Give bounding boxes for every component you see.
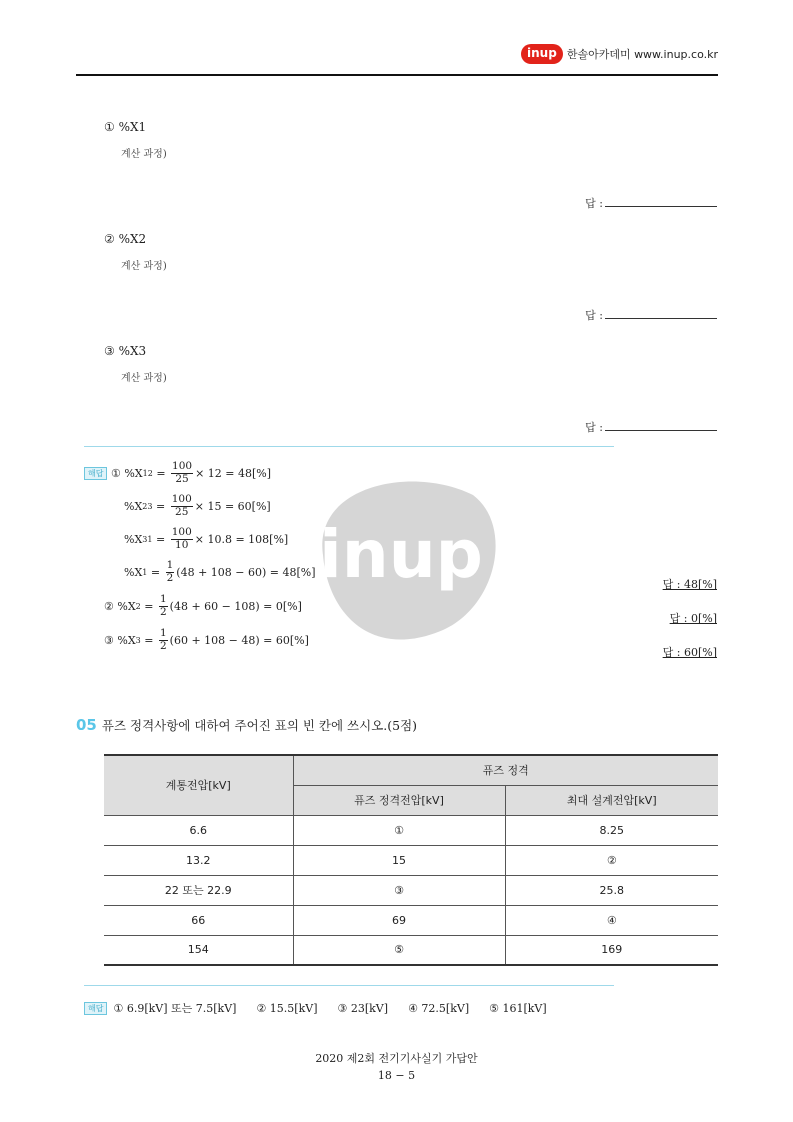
answer-item: ③ 23[kV] [337, 1001, 389, 1015]
brand-text: 한솔아카데미 www.inup.co.kr [566, 48, 718, 61]
divider [84, 985, 614, 986]
table-cell: 22 또는 22.9 [104, 875, 293, 905]
denominator: 2 [159, 639, 167, 652]
table-row [104, 845, 718, 875]
table-row [104, 935, 718, 965]
solution-badge: 해답 [84, 467, 107, 480]
solution-line-x31: %X 31 = $\frac{100}{10}$ × 10.8 = 108[%] [124, 526, 289, 551]
header-system-voltage: 계통전압[kV] [104, 755, 293, 815]
fuse-rating-table [104, 754, 718, 966]
solution-line-x23: %X 23 = $\frac{100}{25}$ × 15 = 60[%] [124, 493, 271, 518]
answer-blank[interactable] [585, 419, 717, 435]
circled-number: ③ [104, 633, 114, 647]
table-cell: 169 [505, 935, 718, 965]
table-cell: 15 [293, 845, 505, 875]
watermark-text: inup [319, 516, 483, 593]
table-cell: ① [293, 815, 505, 845]
numerator: 100 [172, 460, 193, 472]
table-cell: 66 [104, 905, 293, 935]
answer-item: ⑤ 161[kV] [489, 1001, 547, 1015]
table-cell: 25.8 [505, 875, 718, 905]
fraction [166, 560, 175, 584]
table-cell: 8.25 [505, 815, 718, 845]
denominator: 25 [175, 472, 189, 485]
inup-watermark-logo [293, 465, 505, 645]
equation-lhs: %X [124, 565, 143, 579]
header-fuse-rated-voltage: 퓨즈 정격전압[kV] [293, 785, 505, 815]
subscript: 2 [135, 601, 141, 611]
page-header [76, 40, 718, 76]
fraction [159, 594, 168, 618]
table-cell: ② [505, 845, 718, 875]
table-row [104, 905, 718, 935]
table-row [104, 875, 718, 905]
solution-line-x2: ② %X 2 = $\frac{1}{2}$ (48 + 60 − 108) = 0[%] [104, 593, 302, 618]
equation-lhs: %X [124, 499, 143, 513]
fraction [171, 461, 193, 485]
solution-answer-2: 답 : 0[%] [669, 612, 717, 625]
question-5-answers [84, 1000, 547, 1016]
divider [84, 446, 614, 447]
subscript: 12 [142, 468, 153, 478]
denominator: 2 [166, 571, 174, 584]
equation-rhs: (48 + 60 − 108) = 0[%] [169, 599, 302, 613]
brand [521, 44, 718, 64]
question-number: 05 [76, 716, 97, 734]
solution-answer-3: 답 : 60[%] [662, 646, 717, 659]
fraction [171, 527, 193, 551]
question-x2-label: ② %X2 [104, 232, 147, 246]
equation-rhs: (48 + 108 − 60) = 48[%] [176, 565, 316, 579]
denominator: 10 [175, 538, 189, 551]
inup-logo: inup [521, 44, 563, 64]
table-cell: ③ [293, 875, 505, 905]
circled-number: ② [104, 599, 114, 613]
table-cell: 13.2 [104, 845, 293, 875]
denominator: 2 [159, 605, 167, 618]
answer-line [605, 197, 717, 207]
question-x1-label: ① %X1 [104, 120, 147, 134]
answer-blank[interactable] [585, 307, 717, 323]
answer-blank[interactable] [585, 195, 717, 211]
calc-process-label: 계산 과정) [121, 149, 167, 160]
equation-lhs: %X [117, 633, 136, 647]
equation-lhs: %X [124, 466, 143, 480]
answer-text: ① 6.9[kV] 또는 7.5[kV] [113, 1002, 237, 1015]
equation-rhs: × 12 = 48[%] [195, 466, 272, 480]
subscript: 3 [135, 635, 141, 645]
solution-line-x12: 해답 ① %X 12 = $\frac{100}{25}$ × 12 = 48[%] [84, 461, 271, 485]
solution-badge: 해답 [84, 1002, 107, 1015]
table-cell: ④ [505, 905, 718, 935]
fraction [171, 494, 193, 518]
numerator: 1 [159, 593, 167, 605]
calc-process-label: 계산 과정) [121, 261, 167, 272]
header-max-design-voltage: 최대 설계전압[kV] [505, 785, 718, 815]
numerator: 1 [159, 627, 167, 639]
subscript: 23 [142, 501, 153, 511]
circled-number: ① [110, 466, 121, 480]
table-cell: 154 [104, 935, 293, 965]
question-x3-label: ③ %X3 [104, 344, 147, 358]
header-fuse-rating: 퓨즈 정격 [293, 755, 718, 785]
answer-item: ② 15.5[kV] [256, 1001, 318, 1015]
subscript: 1 [142, 567, 148, 577]
numerator: 100 [171, 493, 192, 505]
solution-line-x1: %X 1 = $\frac{1}{2}$ (48 + 108 − 60) = 48[%] [124, 559, 316, 584]
answer-label: 답 : [585, 197, 603, 210]
answer-label: 답 : [585, 421, 603, 434]
table-cell: 6.6 [104, 815, 293, 845]
equation-rhs: (60 + 108 − 48) = 60[%] [169, 633, 309, 647]
numerator: 100 [171, 526, 192, 538]
answer-item [84, 1000, 236, 1016]
page-number: 18 − 5 [377, 1069, 416, 1082]
solution-line-x3: ③ %X 3 = $\frac{1}{2}$ (60 + 108 − 48) = 60[%] [104, 627, 309, 652]
solution-answer-1: 답 : 48[%] [662, 578, 717, 591]
denominator: 25 [175, 505, 189, 518]
equation-rhs: × 15 = 60[%] [194, 499, 271, 513]
answer-item: ④ 72.5[kV] [408, 1001, 470, 1015]
equation-lhs: %X [117, 599, 136, 613]
question-5-title [76, 716, 417, 734]
equation-rhs: × 10.8 = 108[%] [194, 532, 289, 546]
answer-label: 답 : [585, 309, 603, 322]
table-row [104, 815, 718, 845]
question-text: 퓨즈 정격사항에 대하여 주어진 표의 빈 칸에 쓰시오.(5점) [101, 718, 418, 733]
footer-title: 2020 제2회 전기기사실기 가답안 [315, 1052, 478, 1065]
calc-process-label: 계산 과정) [121, 373, 167, 384]
table-cell: 69 [293, 905, 505, 935]
numerator: 1 [166, 559, 174, 571]
answer-line [605, 421, 717, 431]
answer-line [605, 309, 717, 319]
equation-lhs: %X [124, 532, 143, 546]
fraction [159, 628, 168, 652]
table-cell: ⑤ [293, 935, 505, 965]
subscript: 31 [142, 534, 153, 544]
